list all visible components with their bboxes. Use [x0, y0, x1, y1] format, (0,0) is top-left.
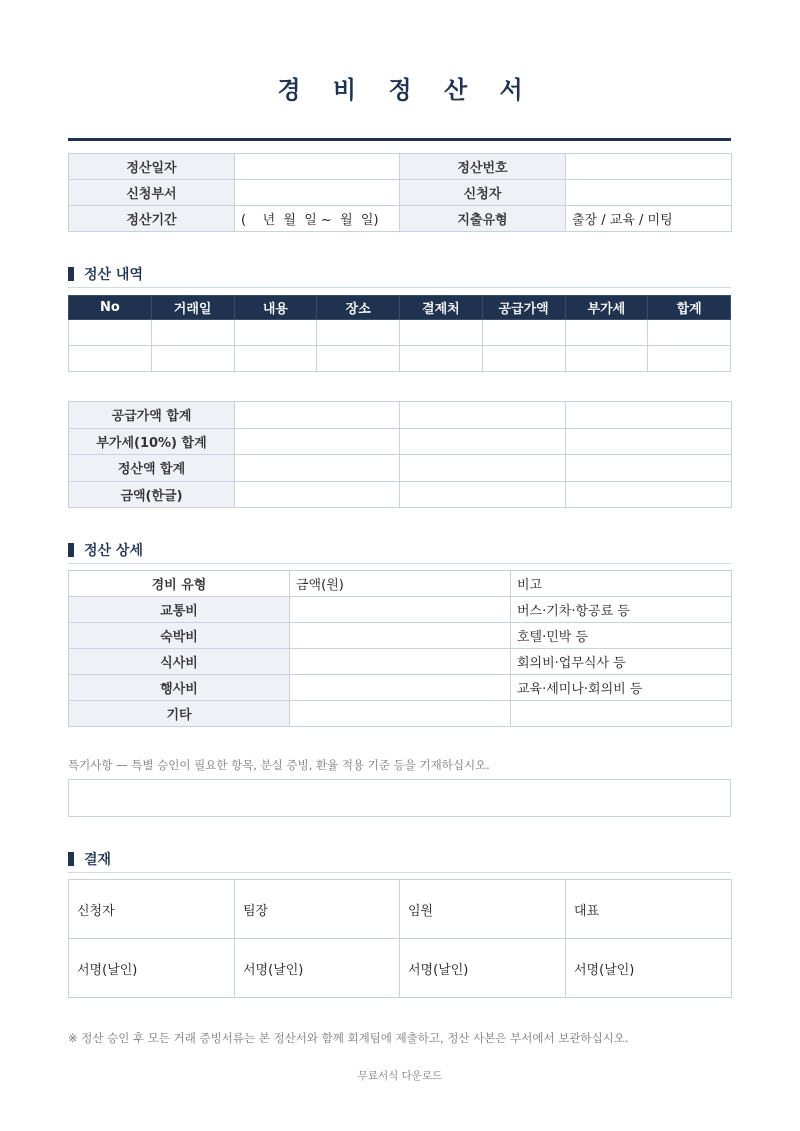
expense-type-field[interactable]: 출장 / 교육 / 미팅 [566, 206, 732, 232]
expense-type-cell: 식사비 [69, 649, 290, 675]
info-table [68, 153, 732, 232]
items-table [68, 295, 731, 372]
cell[interactable] [482, 320, 565, 346]
dept-field[interactable] [235, 180, 400, 206]
note-cell: 교육·세미나·회의비 등 [511, 675, 732, 701]
col-header-total: 합계 [648, 296, 731, 320]
amount-korean-cell[interactable] [235, 481, 400, 508]
amount-cell[interactable] [290, 649, 511, 675]
settle-total-label: 정산액 합계 [69, 455, 235, 482]
note-cell: 버스·기차·항공료 등 [511, 597, 732, 623]
col-header-place: 장소 [317, 296, 400, 320]
cell[interactable] [566, 481, 732, 508]
cell[interactable] [234, 320, 317, 346]
applicant-field[interactable] [566, 180, 732, 206]
dept-label: 신청부서 [69, 180, 235, 206]
period-label: 정산기간 [69, 206, 235, 232]
applicant-label: 신청자 [400, 180, 566, 206]
title-divider [68, 138, 731, 141]
cell[interactable] [482, 346, 565, 372]
signature-field[interactable]: 서명(날인) [400, 939, 566, 998]
section-approval-title: 결재 [84, 852, 112, 868]
cell[interactable] [566, 455, 732, 482]
settle-date-field[interactable] [235, 154, 400, 180]
cell[interactable] [565, 320, 648, 346]
note-cell: 회의비·업무식사 등 [511, 649, 732, 675]
amount-cell[interactable] [290, 675, 511, 701]
note-cell: 호텔·민박 등 [511, 623, 732, 649]
section-approval-heading [68, 847, 731, 873]
approval-role-teamlead: 팀장 [235, 880, 400, 939]
cell[interactable] [400, 346, 483, 372]
cell[interactable] [317, 346, 400, 372]
header-note: 비고 [511, 571, 732, 597]
footer-link[interactable]: 무료서식 다운로드 [357, 1070, 443, 1082]
details-table [68, 570, 732, 727]
period-field[interactable]: ( 년 월 일 ~ 월 일) [235, 206, 400, 232]
amount-cell[interactable] [290, 701, 511, 727]
settle-no-label: 정산번호 [400, 154, 566, 180]
signature-field[interactable]: 서명(날인) [235, 939, 400, 998]
cell[interactable] [317, 320, 400, 346]
expense-type-cell: 교통비 [69, 597, 290, 623]
cell[interactable] [234, 346, 317, 372]
cell[interactable] [151, 346, 234, 372]
vat-total-cell[interactable] [235, 428, 400, 455]
section-items-heading [68, 262, 731, 288]
signature-field[interactable]: 서명(날인) [566, 939, 732, 998]
col-header-vendor: 결제처 [400, 296, 483, 320]
vat-total-label: 부가세(10%) 합계 [69, 428, 235, 455]
col-header-content: 내용 [234, 296, 317, 320]
cell[interactable] [566, 428, 732, 455]
supply-total-label: 공급가액 합계 [69, 402, 235, 429]
col-header-vat: 부가세 [565, 296, 648, 320]
settle-date-label: 정산일자 [69, 154, 235, 180]
table-row [69, 346, 731, 372]
approval-role-applicant: 신청자 [69, 880, 235, 939]
section-marker [68, 267, 74, 281]
cell[interactable] [648, 320, 731, 346]
col-header-date: 거래일 [151, 296, 234, 320]
amount-cell[interactable] [290, 623, 511, 649]
settle-total-cell[interactable] [235, 455, 400, 482]
section-items-title: 정산 내역 [84, 267, 143, 283]
supply-total-cell[interactable] [235, 402, 400, 429]
section-marker [68, 543, 74, 557]
table-row [69, 597, 732, 623]
special-note-field[interactable] [68, 779, 731, 817]
footnote: ※ 정산 승인 후 모든 거래 증빙서류는 본 정산서와 함께 회계팀에 제출하고, 정산 사본은 부서에서 보관하십시오. [68, 1031, 629, 1045]
amount-cell[interactable] [290, 597, 511, 623]
header-amount: 금액(원) [290, 571, 511, 597]
expense-type-label: 지출유형 [400, 206, 566, 232]
settle-no-field[interactable] [566, 154, 732, 180]
approval-role-executive: 임원 [400, 880, 566, 939]
table-row [69, 675, 732, 701]
table-row [69, 701, 732, 727]
col-header-no: No [69, 296, 152, 320]
amount-korean-label: 금액(한글) [69, 481, 235, 508]
col-header-supply: 공급가액 [482, 296, 565, 320]
section-details-title: 정산 상세 [84, 543, 143, 559]
totals-table [68, 401, 732, 508]
section-marker [68, 852, 74, 866]
cell[interactable] [648, 346, 731, 372]
approval-role-ceo: 대표 [566, 880, 732, 939]
table-row [69, 649, 732, 675]
cell[interactable] [565, 346, 648, 372]
cell[interactable] [151, 320, 234, 346]
note-cell [511, 701, 732, 727]
cell[interactable] [400, 402, 566, 429]
expense-type-cell: 행사비 [69, 675, 290, 701]
cell[interactable] [400, 428, 566, 455]
cell[interactable] [69, 320, 152, 346]
expense-type-cell: 기타 [69, 701, 290, 727]
cell[interactable] [400, 455, 566, 482]
cell[interactable] [69, 346, 152, 372]
cell[interactable] [400, 481, 566, 508]
header-expense-type: 경비 유형 [69, 571, 290, 597]
special-note-label: 특기사항 — 특별 승인이 필요한 항목, 분실 증빙, 환율 적용 기준 등을 기재하십시오. [68, 758, 490, 772]
signature-field[interactable]: 서명(날인) [69, 939, 235, 998]
approval-table [68, 879, 732, 998]
cell[interactable] [566, 402, 732, 429]
document-title: 경 비 정 산 서 [277, 76, 535, 104]
section-details-heading [68, 538, 731, 564]
expense-type-cell: 숙박비 [69, 623, 290, 649]
cell[interactable] [400, 320, 483, 346]
table-row [69, 623, 732, 649]
table-row [69, 320, 731, 346]
